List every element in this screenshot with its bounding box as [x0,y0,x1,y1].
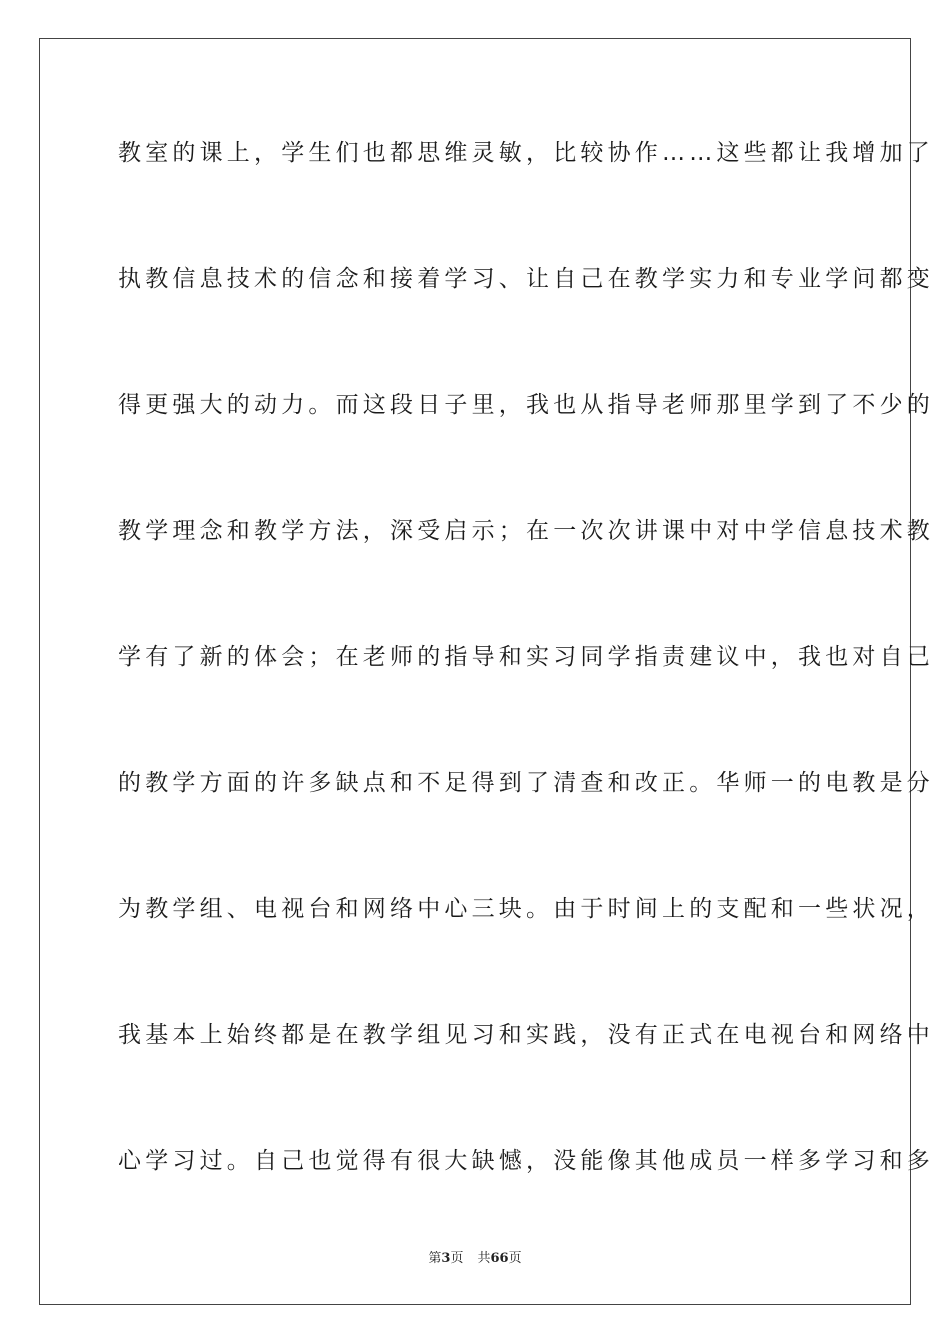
footer-total-prefix: 共 [477,1251,491,1266]
text-line: 的教学方面的许多缺点和不足得到了清查和改正。华师一的电教是分 [118,770,934,796]
document-body [118,128,934,1262]
text-line: 我基本上始终都是在教学组见习和实践，没有正式在电视台和网络中 [118,1022,934,1048]
text-line: 学有了新的体会；在老师的指导和实习同学指责建议中，我也对自己 [118,644,934,670]
text-line: 执教信息技术的信念和接着学习、让自己在教学实力和专业学问都变 [118,266,934,292]
footer-total-suffix: 页 [508,1251,522,1266]
total-pages-number: 66 [490,1251,509,1266]
text-line: 得更强大的动力。而这段日子里，我也从指导老师那里学到了不少的 [118,392,934,418]
text-line: 教学理念和教学方法，深受启示；在一次次讲课中对中学信息技术教 [118,518,934,544]
page-footer [0,1247,950,1266]
current-page-number: 3 [441,1251,451,1266]
text-line: 心学习过。自己也觉得有很大缺憾，没能像其他成员一样多学习和多 [118,1148,934,1174]
text-line: 教室的课上，学生们也都思维灵敏，比较协作……这些都让我增加了 [118,140,934,166]
text-line: 为教学组、电视台和网络中心三块。由于时间上的支配和一些状况， [118,896,934,922]
footer-page-suffix: 页 [450,1251,464,1266]
footer-prefix: 第 [428,1251,442,1266]
